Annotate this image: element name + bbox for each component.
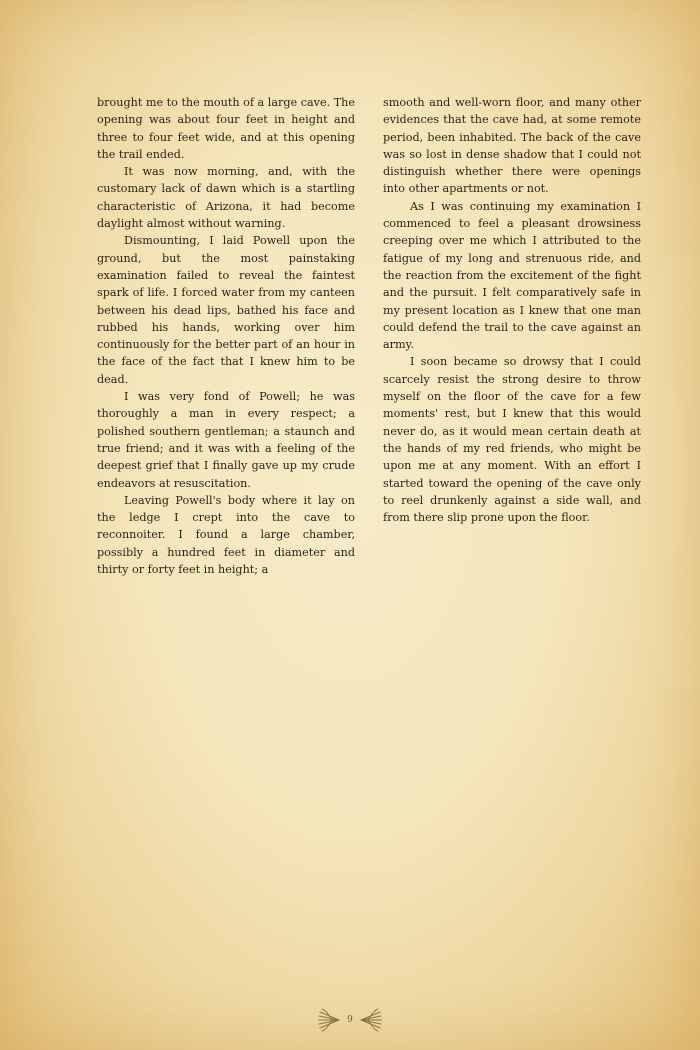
- paragraph: I was very fond of Powell; he was thoroughly a man in every respect; a polished southern gentleman; a staunch and true friend; and it was with a feeling of the deepest grief that I finally gave up my crude endeavors at resuscitation.: [97, 390, 355, 490]
- paragraph: It was now morning, and, with the customary lack of dawn which is a startling characteristic of Arizona, it had become daylight almost without warning.: [97, 165, 355, 231]
- page-footer: [0, 1008, 700, 1032]
- paragraph: I soon became so drowsy that I could scarcely resist the strong desire to throw myself on the floor of the cave for a few moments' rest, but I knew that this would never do, as it would mean certain death at the hands of my red friends, who might be upon me at any moment. With an effort I started toward the opening of the cave only to reel drunkenly against a side wall, and from there slip prone upon the floor.: [383, 355, 641, 525]
- left-text-column: [97, 94, 355, 578]
- paragraph: Dismounting, I laid Powell upon the ground, but the most painstaking examination failed to reveal the faintest spark of life. I forced water from my canteen between his dead lips, bathed his face and rubbed his hands, working over him continuously for the better part of an hour in the face of the fact that I knew him to be dead.: [97, 234, 355, 386]
- page-number: 9: [347, 1015, 353, 1025]
- right-text-column: [383, 94, 641, 526]
- paragraph: brought me to the mouth of a large cave. The opening was about four feet in height and three to four feet wide, and at this opening the trail ended.: [97, 96, 355, 161]
- flourish-left-icon: [318, 1008, 340, 1032]
- paragraph: As I was continuing my examination I commenced to feel a pleasant drowsiness creeping over me which I attributed to the fatigue of my long and strenuous ride, and the reaction from the excitement of the fight and the pursuit. I felt comparatively safe in my present location as I knew that one man could defend the trail to the cave against an army.: [383, 199, 641, 352]
- paragraph: smooth and well-worn floor, and many other evidences that the cave had, at some remote period, been inhabited. The back of the cave was so lost in dense shadow that I could not distinguish whether there were openings into other apartments or not.: [383, 96, 641, 196]
- flourish-right-icon: [360, 1008, 382, 1032]
- paragraph: Leaving Powell's body where it lay on the ledge I crept into the cave to reconnoiter. I found a large chamber, possibly a hundred feet in diameter and thirty or forty feet in height; a: [97, 493, 355, 577]
